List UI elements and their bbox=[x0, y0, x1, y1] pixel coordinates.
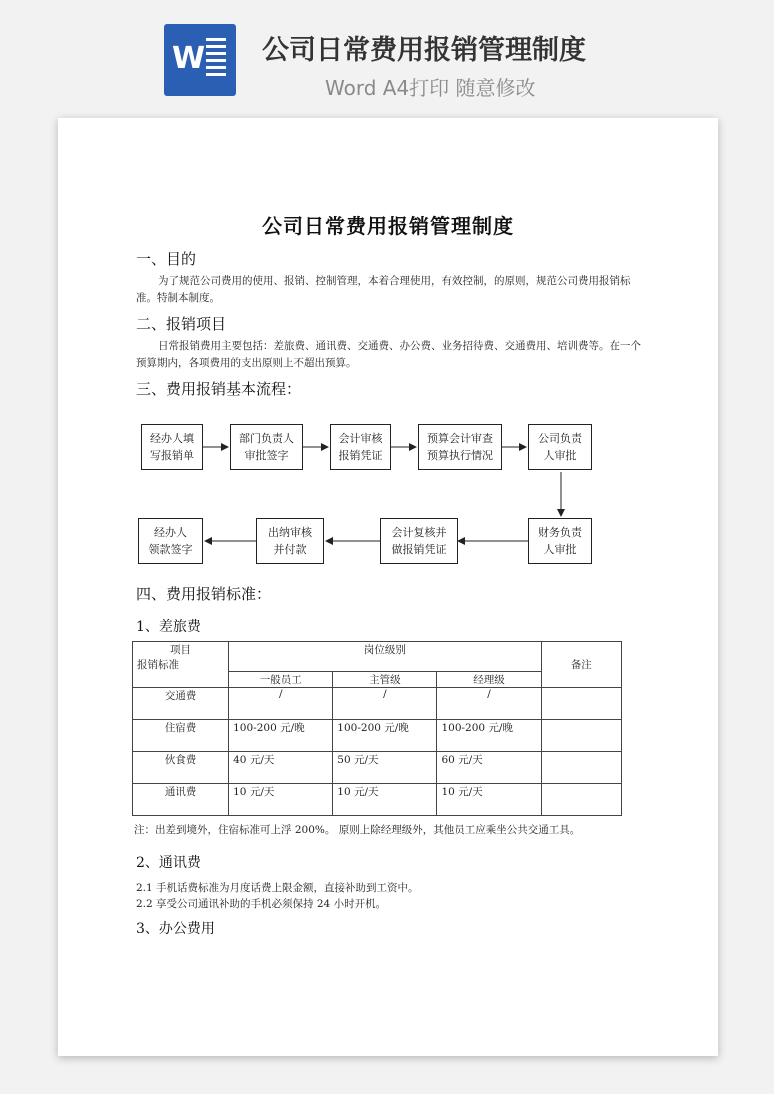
table-row bbox=[133, 752, 622, 784]
row-note bbox=[541, 720, 621, 752]
note-header-cell: 备注 bbox=[541, 642, 621, 688]
flow-step-budget-check: 预算会计审查 预算执行情况 bbox=[418, 424, 502, 470]
row-value: 10 元/天 bbox=[437, 784, 541, 816]
col-header-manager: 经理级 bbox=[437, 672, 541, 688]
row-value: 50 元/天 bbox=[333, 752, 437, 784]
row-value: / bbox=[333, 688, 437, 720]
list-item: 2.1 手机话费标准为月度话费上限金额，直接补助到工资中。 bbox=[136, 882, 419, 894]
table-row bbox=[133, 720, 622, 752]
row-value: 40 元/天 bbox=[229, 752, 333, 784]
flow-step-fill-form: 经办人填 写报销单 bbox=[141, 424, 203, 470]
table-row bbox=[133, 784, 622, 816]
row-value: 100-200 元/晚 bbox=[229, 720, 333, 752]
word-icon-letter: W bbox=[172, 41, 206, 76]
row-value: 100-200 元/晚 bbox=[437, 720, 541, 752]
section-4-2-heading: 2、通讯费 bbox=[136, 855, 201, 871]
table-corner-cell bbox=[133, 642, 229, 688]
section-2-text-content: 日常报销费用主要包括：差旅费、通讯费、交通费、办公费、业务招待费、交通费用、培训费等。在一个预算期内，各项费用的支出原则上不超出预算。 bbox=[136, 340, 641, 369]
row-value: 60 元/天 bbox=[437, 752, 541, 784]
section-2-heading: 二、报销项目 bbox=[136, 315, 227, 333]
section-4-heading: 四、费用报销标准： bbox=[136, 585, 272, 603]
flow-step-accounting-review: 会计审核 报销凭证 bbox=[330, 424, 391, 470]
flow-step-dept-approve: 部门负责人 审批签字 bbox=[230, 424, 303, 470]
section-4-3-heading: 3、办公费用 bbox=[136, 921, 215, 937]
corner-top-label: 项目 bbox=[170, 644, 192, 656]
flow-step-finance-head-approve: 财务负责 人审批 bbox=[528, 518, 592, 564]
document-title: 公司日常费用报销管理制度 bbox=[262, 214, 514, 238]
section-4-1-heading: 1、差旅费 bbox=[136, 619, 201, 635]
row-item: 通讯费 bbox=[133, 784, 229, 816]
document-page bbox=[58, 118, 718, 1056]
section-1-heading: 一、目的 bbox=[136, 250, 197, 268]
row-note bbox=[541, 752, 621, 784]
row-value: 10 元/天 bbox=[229, 784, 333, 816]
col-header-supervisor: 主管级 bbox=[333, 672, 437, 688]
section-3-heading: 三、费用报销基本流程： bbox=[136, 380, 302, 398]
row-value: / bbox=[229, 688, 333, 720]
col-header-staff: 一般员工 bbox=[229, 672, 333, 688]
flow-step-cashier-pay: 出纳审核 并付款 bbox=[256, 518, 324, 564]
flow-step-company-head-approve: 公司负责 人审批 bbox=[528, 424, 592, 470]
table-row bbox=[133, 688, 622, 720]
row-value: 10 元/天 bbox=[333, 784, 437, 816]
row-note bbox=[541, 784, 621, 816]
group-header-cell: 岗位级别 bbox=[229, 642, 542, 672]
table-header-row bbox=[133, 642, 622, 672]
flow-step-recheck-voucher: 会计复核并 做报销凭证 bbox=[380, 518, 458, 564]
word-icon-lines bbox=[206, 38, 226, 80]
table-note: 注：出差到境外，住宿标准可上浮 200%。 原则上除经理级外，其他员工应乘坐公共交通工具。 bbox=[134, 824, 581, 836]
list-item: 2.2 享受公司通讯补助的手机必须保持 24 小时开机。 bbox=[136, 898, 387, 910]
row-value: / bbox=[437, 688, 541, 720]
travel-expense-table bbox=[132, 641, 622, 816]
banner-header bbox=[0, 0, 774, 110]
flow-step-receive-sign: 经办人 领款签字 bbox=[138, 518, 203, 564]
row-item: 伙食费 bbox=[133, 752, 229, 784]
row-value: 100-200 元/晚 bbox=[333, 720, 437, 752]
row-item: 交通费 bbox=[133, 688, 229, 720]
row-note bbox=[541, 688, 621, 720]
section-1-text-content: 为了规范公司费用的使用、报销、控制管理，本着合理使用，有效控制，的原则，规范公司费用报销标准。特制本制度。 bbox=[136, 275, 631, 304]
banner-title: 公司日常费用报销管理制度 bbox=[262, 35, 586, 66]
word-document-icon bbox=[164, 24, 236, 96]
row-item: 住宿费 bbox=[133, 720, 229, 752]
corner-bottom-label: 报销标准 bbox=[137, 659, 179, 671]
banner-subtitle: Word A4打印 随意修改 bbox=[325, 76, 536, 100]
